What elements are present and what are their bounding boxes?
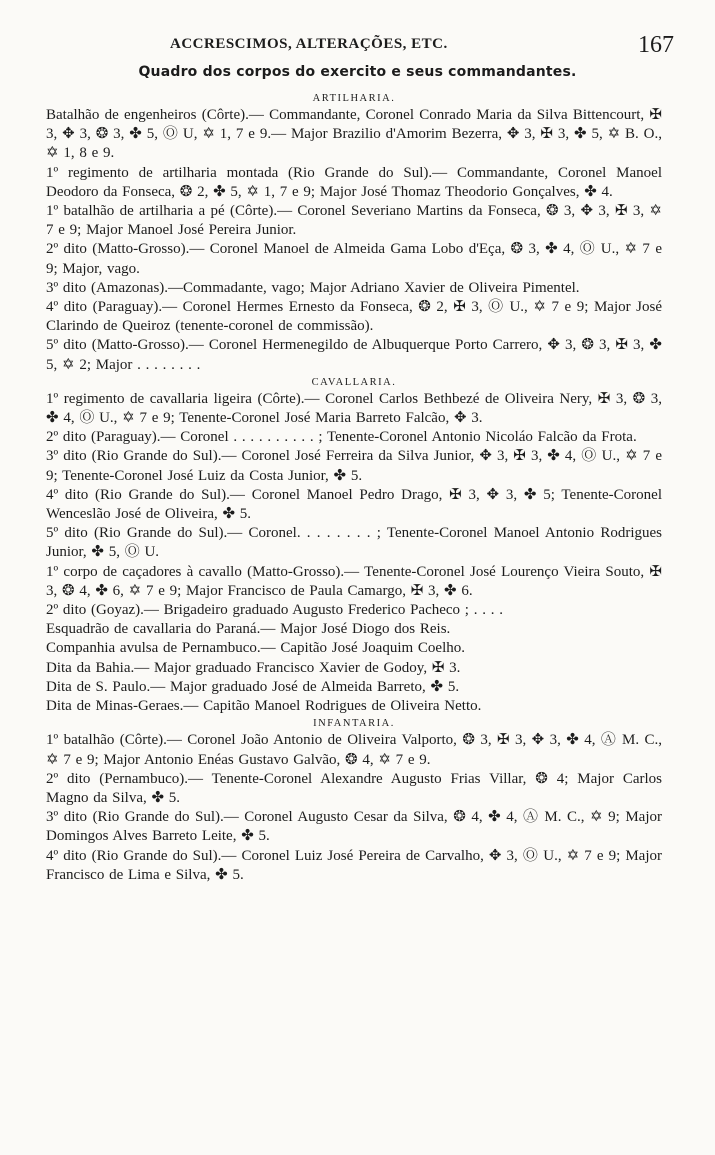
entry-text: 1º corpo de caçadores à cavallo (Matto-Grosso).— Tenente-Coronel José Lourenço Vieira Souto, ✠ 3, ❂ 4, ✤ 6, ✡ 7 e 9; Major Francisco de Paula Camargo, ✠ 3, ✤ 6. <box>46 563 662 599</box>
entry <box>46 808 662 846</box>
page-header <box>0 32 715 64</box>
entry-text: Companhia avulsa de Pernambuco.— Capitão José Joaquim Coelho. <box>46 640 466 657</box>
entry <box>46 639 662 658</box>
entry <box>46 202 662 240</box>
entry-text: 1º regimento de artilharia montada (Rio Grande do Sul).— Commandante, Coronel Manoel Deodoro da Fonseca, ❂ 2, ✤ 5, ✡ 1, 7 e 9; Major José Thomaz Theodorio Gonçalves, ✤ 4. <box>46 164 662 200</box>
entry <box>46 106 662 164</box>
entry <box>46 164 662 202</box>
entry-text: Batalhão de engenheiros (Côrte).— Commandante, Coronel Conrado Maria da Silva Bittencourt, ✠ 3, ✥ 3, ❂ 3, ✤ 5, Ⓞ U, ✡ 1, 7 e 9.— Major Brazilio d'Amorim Bezerra, ✥ 3, ✠ 3, ✤ 5, ✡ B. O., ✡ 1, 8 e 9. <box>46 107 662 162</box>
entry <box>46 847 662 885</box>
entry-text: 3º dito (Rio Grande do Sul).— Coronel José Ferreira da Silva Junior, ✥ 3, ✠ 3, ✤ 4, Ⓞ U., ✡ 7 e 9; Tenente-Coronel José Luiz da Costa Junior, ✤ 5. <box>46 448 662 484</box>
entry-text: 3º dito (Amazonas).—Commadante, vago; Major Adriano Xavier de Oliveira Pimentel. <box>46 279 580 296</box>
entry-text: Dita de Minas-Geraes.— Capitão Manoel Rodrigues de Oliveira Netto. <box>46 698 482 715</box>
entry-text: 2º dito (Paraguay).— Coronel . . . . . . . . . . ; Tenente-Coronel Antonio Nicoláo Falcão da Frota. <box>46 429 637 446</box>
entry <box>46 447 662 485</box>
entry <box>46 678 662 697</box>
entry-text: 1º batalhão (Côrte).— Coronel João Antonio de Oliveira Valporto, ❂ 3, ✠ 3, ✥ 3, ✤ 4, Ⓐ M. C., ✡ 7 e 9; Major Antonio Enéas Gustavo Galvão, ❂ 4, ✡ 7 e 9. <box>46 732 662 768</box>
entry <box>46 336 662 374</box>
entry-text: 4º dito (Rio Grande do Sul).— Coronel Luiz José Pereira de Carvalho, ✥ 3, Ⓞ U., ✡ 7 e 9; Major Francisco de Lima e Silva, ✤ 5. <box>46 847 662 883</box>
entry-text: Esquadrão de cavallaria do Paraná.— Major José Diogo dos Reis. <box>46 621 451 638</box>
entry-text: 5º dito (Matto-Grosso).— Coronel Hermenegildo de Albuquerque Porto Carrero, ✥ 3, ❂ 3, ✠ 3, ✤ 5, ✡ 2; Major . . . . . . . . <box>46 337 662 373</box>
entry <box>46 279 662 298</box>
entry-text: 4º dito (Rio Grande do Sul).— Coronel Manoel Pedro Drago, ✠ 3, ✥ 3, ✤ 5; Tenente-Coronel Wenceslão José de Oliveira, ✤ 5. <box>46 486 662 523</box>
entry-text: 2º dito (Matto-Grosso).— Coronel Manoel de Almeida Gama Lobo d'Eça, ❂ 3, ✤ 4, Ⓞ U., ✡ 7 e 9; Major, vago. <box>46 241 662 277</box>
entry <box>46 240 662 278</box>
running-head: ACCRESCIMOS, ALTERAÇÕES, ETC. <box>170 36 448 52</box>
section-heading-artilharia: ARTILHARIA. <box>312 93 396 104</box>
entry <box>46 770 662 808</box>
entry <box>46 697 662 716</box>
entry-text: 2º dito (Goyaz).— Brigadeiro graduado Augusto Frederico Pacheco ; . . . . <box>46 602 503 619</box>
entry <box>46 390 662 428</box>
entry-text: 5º dito (Rio Grande do Sul).— Coronel. . . . . . . . ; Tenente-Coronel Manoel Antonio Rodrigues Junior, ✤ 5, Ⓞ U. <box>46 525 662 561</box>
entry-text: 2º dito (Pernambuco).— Tenente-Coronel Alexandre Augusto Frias Villar, ❂ 4; Major Carlos Magno da Silva, ✤ 5. <box>46 770 662 806</box>
section-heading-infantaria: INFANTARIA. <box>313 718 395 730</box>
entry-text: Dita de S. Paulo.— Major graduado José de Almeida Barreto, ✤ 5. <box>46 678 460 695</box>
page-number: 167 <box>638 32 674 58</box>
section-heading-cavallaria: CAVALLARIA. <box>311 376 397 388</box>
table-title: Quadro dos corpos do exercito e seus commandantes. <box>138 64 577 80</box>
entry <box>46 620 662 639</box>
entry <box>46 486 662 524</box>
entry-text: 3º dito (Rio Grande do Sul).— Coronel Augusto Cesar da Silva, ❂ 4, ✤ 4, Ⓐ M. C., ✡ 9; Major Domingos Alves Barreto Leite, ✤ 5. <box>46 809 662 845</box>
entry <box>46 601 662 620</box>
content-body <box>46 91 662 885</box>
entry <box>46 298 662 336</box>
entry <box>46 659 662 678</box>
entry-text: 1º batalhão de artilharia a pé (Côrte).— Coronel Severiano Martins da Fonseca, ❂ 3, ✥ 3, ✠ 3, ✡ 7 e 9; Major Manoel José Pereira Junior. <box>46 203 662 239</box>
entry <box>46 731 662 769</box>
entry-text: 4º dito (Paraguay).— Coronel Hermes Ernesto da Fonseca, ❂ 2, ✠ 3, Ⓞ U., ✡ 7 e 9; Major José Clarindo de Queiroz (tenente-coronel de commissão). <box>46 299 662 335</box>
entry <box>46 563 662 601</box>
entry <box>46 428 662 447</box>
entry-text: Dita da Bahia.— Major graduado Francisco Xavier de Godoy, ✠ 3. <box>46 659 461 676</box>
entry-text: 1º regimento de cavallaria ligeira (Côrte).— Coronel Carlos Bethbezé de Oliveira Nery, ✠ 3, ❂ 3, ✤ 4, Ⓞ U., ✡ 7 e 9; Tenente-Coronel José Maria Barreto Falcão, ✥ 3. <box>46 390 662 427</box>
entry <box>46 524 662 562</box>
